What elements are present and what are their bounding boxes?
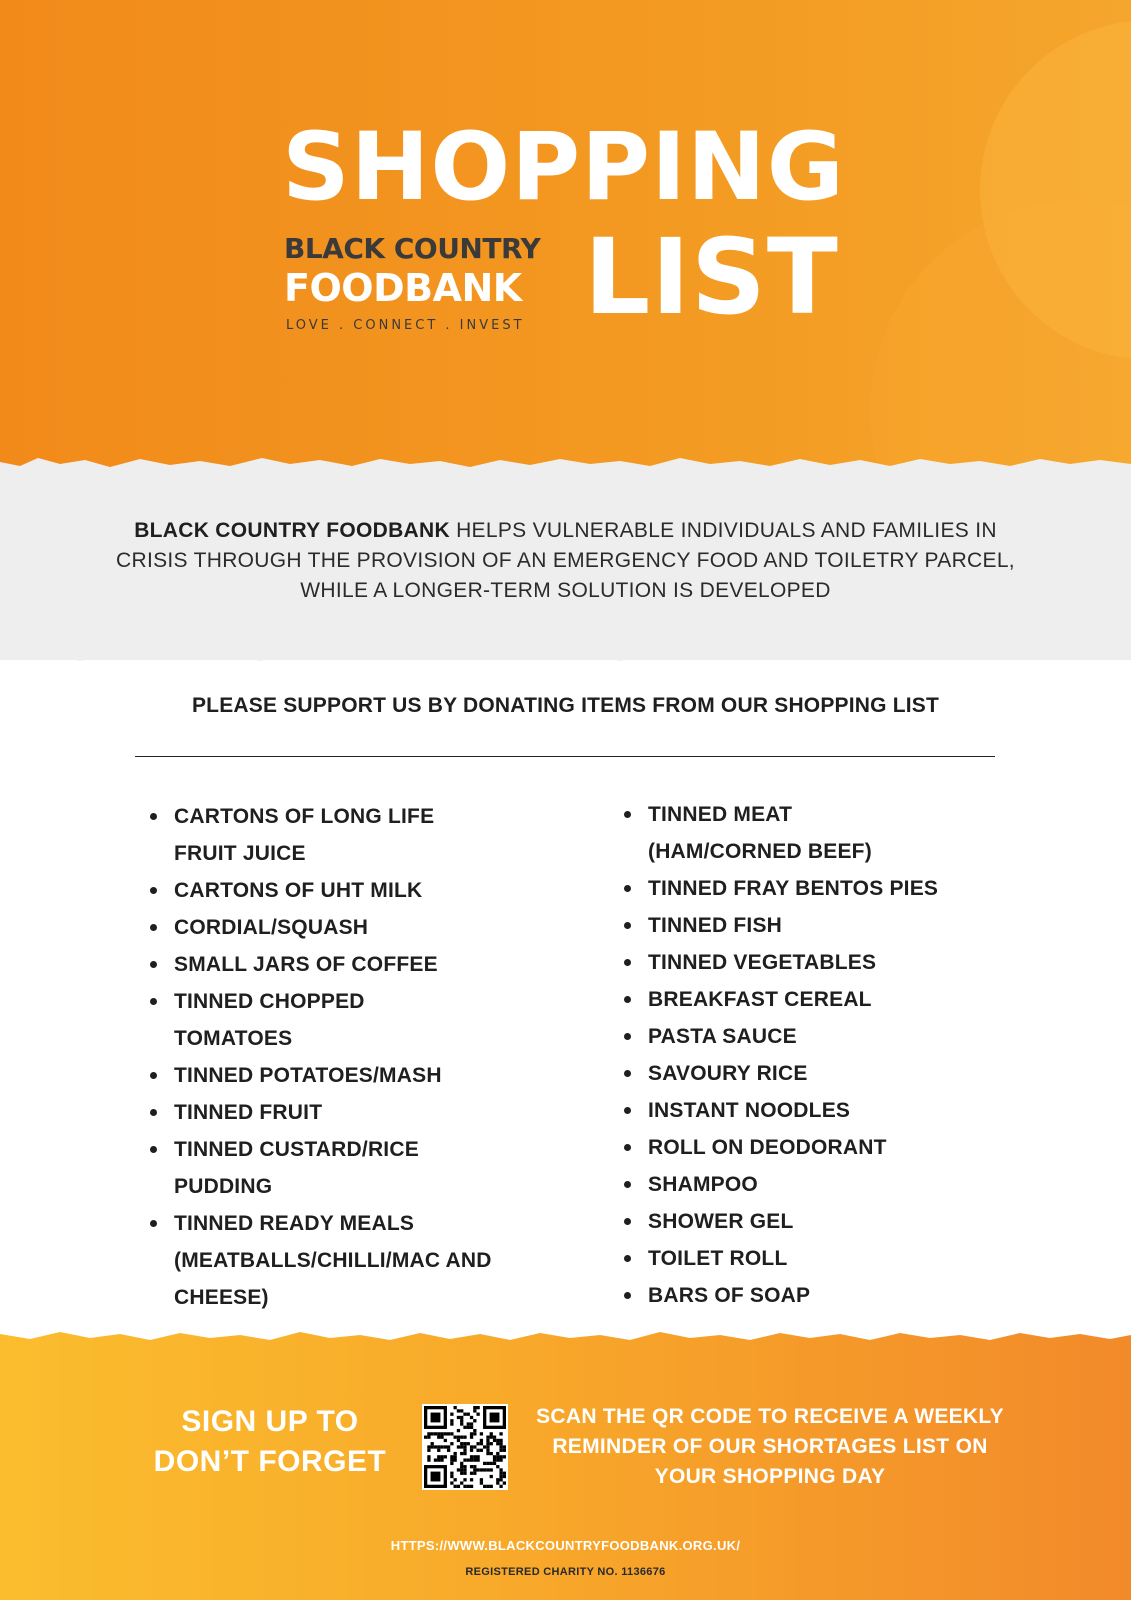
list-item: CORDIAL/SQUASH	[148, 909, 508, 946]
list-item: TINNED FISH	[622, 907, 1022, 944]
intro-description: HELPS VULNERABLE INDIVIDUALS AND FAMILIES IN CRISIS THROUGH THE PROVISION OF AN EMERGENCY FOOD AND TOILETRY PARCEL, WHILE A LONGER-TERM SOLUTION IS DEVELOPED	[116, 519, 1015, 602]
logo-line-foodbank: FOODBANK	[284, 266, 522, 310]
list-item: TINNED POTATOES/MASH	[148, 1057, 508, 1094]
shopping-list-left	[148, 798, 508, 1316]
logo-line-black-country: BLACK COUNTRY	[284, 232, 541, 265]
list-item: SAVOURY RICE	[622, 1055, 1022, 1092]
torn-edge-top	[0, 452, 1131, 476]
list-item: INSTANT NOODLES	[622, 1092, 1022, 1129]
website-link[interactable]: HTTPS://WWW.BLACKCOUNTRYFOODBANK.ORG.UK/	[390, 1538, 741, 1553]
title-shopping: SHOPPING	[282, 113, 845, 222]
list-item: TINNED FRAY BENTOS PIES	[622, 870, 1022, 907]
qr-code-graphic	[424, 1406, 506, 1488]
list-item: TINNED CHOPPED TOMATOES	[148, 983, 414, 1057]
logo-tagline: LOVE . CONNECT . INVEST	[286, 318, 525, 333]
list-item: CARTONS OF UHT MILK	[148, 872, 508, 909]
scan-instructions: SCAN THE QR CODE TO RECEIVE A WEEKLY REMINDER OF OUR SHORTAGES LIST ON YOUR SHOPPING DAY	[536, 1405, 1004, 1488]
qr-code-icon[interactable]	[422, 1404, 508, 1490]
torn-edge-footer	[0, 1326, 1131, 1350]
signup-line-2: DON’T FORGET	[153, 1445, 387, 1478]
list-item: SMALL JARS OF COFFEE	[148, 946, 508, 983]
signup-line-1: SIGN UP TO	[181, 1405, 359, 1438]
list-item: ROLL ON DEODORANT	[622, 1129, 1022, 1166]
intro-org-name: BLACK COUNTRY FOODBANK	[134, 519, 450, 542]
title-list: LIST	[584, 216, 839, 338]
list-item: BREAKFAST CEREAL	[622, 981, 1022, 1018]
list-item: TINNED CUSTARD/RICE PUDDING	[148, 1131, 474, 1205]
support-heading: PLEASE SUPPORT US BY DONATING ITEMS FROM OUR SHOPPING LIST	[191, 694, 940, 717]
list-item: TINNED MEAT (HAM/CORNED BEEF)	[622, 796, 908, 870]
intro-text	[110, 516, 1021, 606]
signup-heading	[130, 1402, 410, 1482]
foodbank-logo	[284, 232, 574, 342]
list-item: SHAMPOO	[622, 1166, 1022, 1203]
torn-edge-bottom	[0, 646, 1131, 670]
divider-line	[135, 756, 995, 757]
list-item: TINNED VEGETABLES	[622, 944, 1022, 981]
list-item: TINNED FRUIT	[148, 1094, 508, 1131]
decorative-circle	[870, 200, 1131, 480]
shopping-list-right	[622, 796, 1022, 1314]
charity-number: REGISTERED CHARITY NO. 1136676	[465, 1566, 666, 1578]
list-item: SHOWER GEL	[622, 1203, 1022, 1240]
list-item: TOILET ROLL	[622, 1240, 1022, 1277]
list-item: CARTONS OF LONG LIFE FRUIT JUICE	[148, 798, 474, 872]
list-item: BARS OF SOAP	[622, 1277, 1022, 1314]
list-item: TINNED READY MEALS (MEATBALLS/CHILLI/MAC AND CHEESE)	[148, 1205, 494, 1316]
list-item: PASTA SAUCE	[622, 1018, 1022, 1055]
